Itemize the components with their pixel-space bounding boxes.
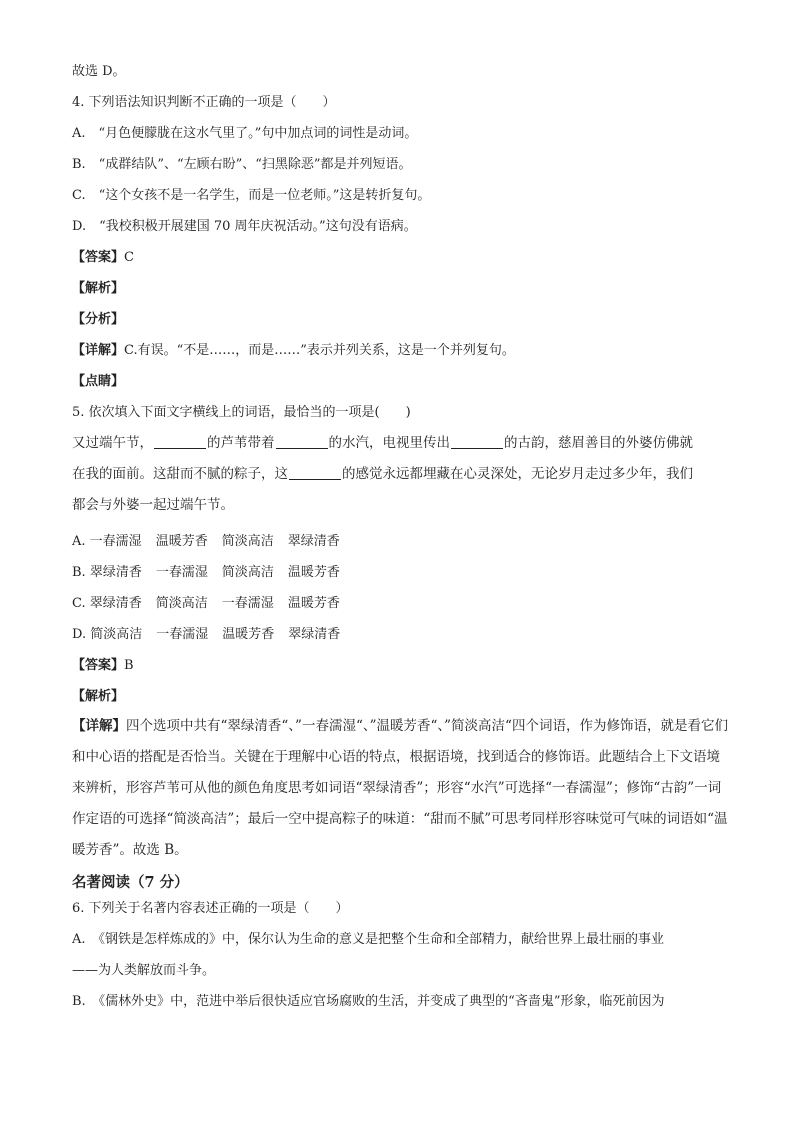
analysis-tag: 【解析】 (72, 281, 125, 296)
fill-blank (451, 434, 503, 449)
q4-option-a: A. “月色便朦胧在这水气里了。”句中加点词的词性是动词。 (72, 126, 418, 141)
q4-option-d: D. “我校积极开展建国 70 周年庆祝活动。”这句没有语病。 (72, 219, 417, 234)
fill-blank (289, 465, 341, 480)
option-word: 一春濡湿 (89, 534, 142, 549)
passage-text: 的感觉永远都埋藏在心灵深处，无论岁月走过多少年，我们 (342, 466, 693, 482)
q5-answer (72, 656, 732, 676)
option-word: 一春濡湿 (221, 596, 274, 611)
option-word: 翠绿清香 (288, 627, 341, 642)
q5-passage-line-2 (72, 459, 732, 490)
option-letter: B. (72, 565, 86, 580)
detail-tag: 【详解】 (72, 718, 126, 734)
question-4-stem: 4. 下列语法知识判断不正确的一项是（ ） (72, 95, 336, 110)
question-6-stem: 6. 下列关于名著内容表述正确的一项是（ ） (72, 901, 349, 916)
q4-detail (72, 341, 732, 361)
passage-text: 又过端午节， (72, 435, 153, 451)
option-word: 温暖芳香 (155, 534, 208, 549)
answer-value: B (124, 658, 134, 673)
q6-option-a-line-1: A. 《钢铁是怎样炼成的》中，保尔认为生命的意义是把整个生命和全部精力，献给世界上最壮丽的事业 (72, 932, 665, 947)
detail-text: C.有误。“不是……，而是……”表示并列关系，这是一个并列复句。 (124, 343, 515, 358)
q4-analysis-tag (72, 279, 732, 299)
option-word: 翠绿清香 (287, 534, 340, 549)
fill-blank (154, 434, 206, 449)
q5-option-b (72, 563, 732, 583)
question-5-stem: 5. 依次填入下面文字横线上的词语，最恰当的一项是( ) (72, 405, 411, 420)
passage-text: 的水汽，电视里传出 (328, 435, 450, 451)
option-word: 简淡高洁 (221, 565, 274, 580)
q4-answer (72, 248, 732, 268)
option-letter: A. (72, 534, 86, 549)
q5-passage-line-1 (72, 428, 732, 459)
q4-dianjing-tag (72, 372, 732, 392)
detail-text: 四个选项中共有“翠绿清香“、”一春濡湿“、”温暖芳香“、”简淡高洁“四个词语，作为修饰语，就是看它们和中心语的搭配是否恰当。关键在于理解中心语的特点，根据语境，找到适合的修饰语。此题结合上下文语境来辨析，形容芦苇可从他的颜色角度思考如词语“翠绿清香”；形容“水汽”可选择“一春濡湿”；修饰“古韵”一词作定语的可选择“简淡高洁”；最后一空中提高粽子的味道：“甜而不腻”可思考同样形容味觉可气味的词语如“温暖芳香”。故选 B。 (72, 718, 728, 858)
option-word: 温暖芳香 (222, 627, 275, 642)
q5-passage-line-3: 都会与外婆一起过端午节。 (72, 497, 234, 513)
q5-option-a (72, 532, 732, 552)
option-word: 温暖芳香 (287, 565, 340, 580)
option-word: 翠绿清香 (89, 565, 142, 580)
passage-text: 的古韵，慈眉善目的外婆仿佛就 (504, 435, 693, 451)
q5-detail (72, 711, 732, 866)
q6-option-a-line-2: ——为人类解放而斗争。 (72, 963, 216, 978)
q6-option-b-line-1: B. 《儒林外史》中，范进中举后很快适应官场腐败的生活，并变成了典型的“吝啬鬼”形象，临死前因为 (72, 994, 665, 1009)
option-word: 一春濡湿 (155, 565, 208, 580)
analysis-tag: 【解析】 (72, 689, 125, 704)
q5-option-c (72, 594, 732, 614)
option-letter: C. (72, 596, 86, 611)
option-word: 简淡高洁 (90, 627, 143, 642)
q4-option-b: B. “成群结队”、“左顾右盼”、“扫黑除恶”都是并列短语。 (72, 157, 412, 172)
section-title: 名著阅读（7 分） (72, 874, 189, 891)
detail-tag: 【详解】 (72, 343, 125, 358)
q5-passage (72, 428, 732, 521)
document-page (72, 62, 732, 1012)
passage-text: 的芦苇带着 (207, 435, 275, 451)
passage-text: 在我的面前。这甜而不腻的粽子，这 (72, 466, 288, 482)
option-word: 一春濡湿 (156, 627, 209, 642)
q4-fenxi-tag (72, 310, 732, 330)
answer-tag: 【答案】 (72, 250, 125, 265)
q4-option-c: C. “这个女孩不是一名学生，而是一位老师。”这是转折复句。 (72, 188, 431, 203)
option-letter: D. (72, 627, 87, 642)
answer-value: C (124, 250, 134, 265)
fill-blank (276, 434, 328, 449)
q5-option-d (72, 625, 732, 645)
option-word: 翠绿清香 (89, 596, 142, 611)
q5-analysis-tag (72, 687, 732, 707)
option-word: 温暖芳香 (287, 596, 340, 611)
dianjing-tag: 【点睛】 (72, 374, 125, 389)
answer-tag: 【答案】 (72, 658, 125, 673)
q5-detail-paragraph (72, 711, 732, 866)
option-word: 简淡高洁 (221, 534, 274, 549)
fenxi-tag: 【分析】 (72, 312, 125, 327)
option-word: 简淡高洁 (155, 596, 208, 611)
previous-conclusion: 故选 D。 (72, 64, 126, 79)
